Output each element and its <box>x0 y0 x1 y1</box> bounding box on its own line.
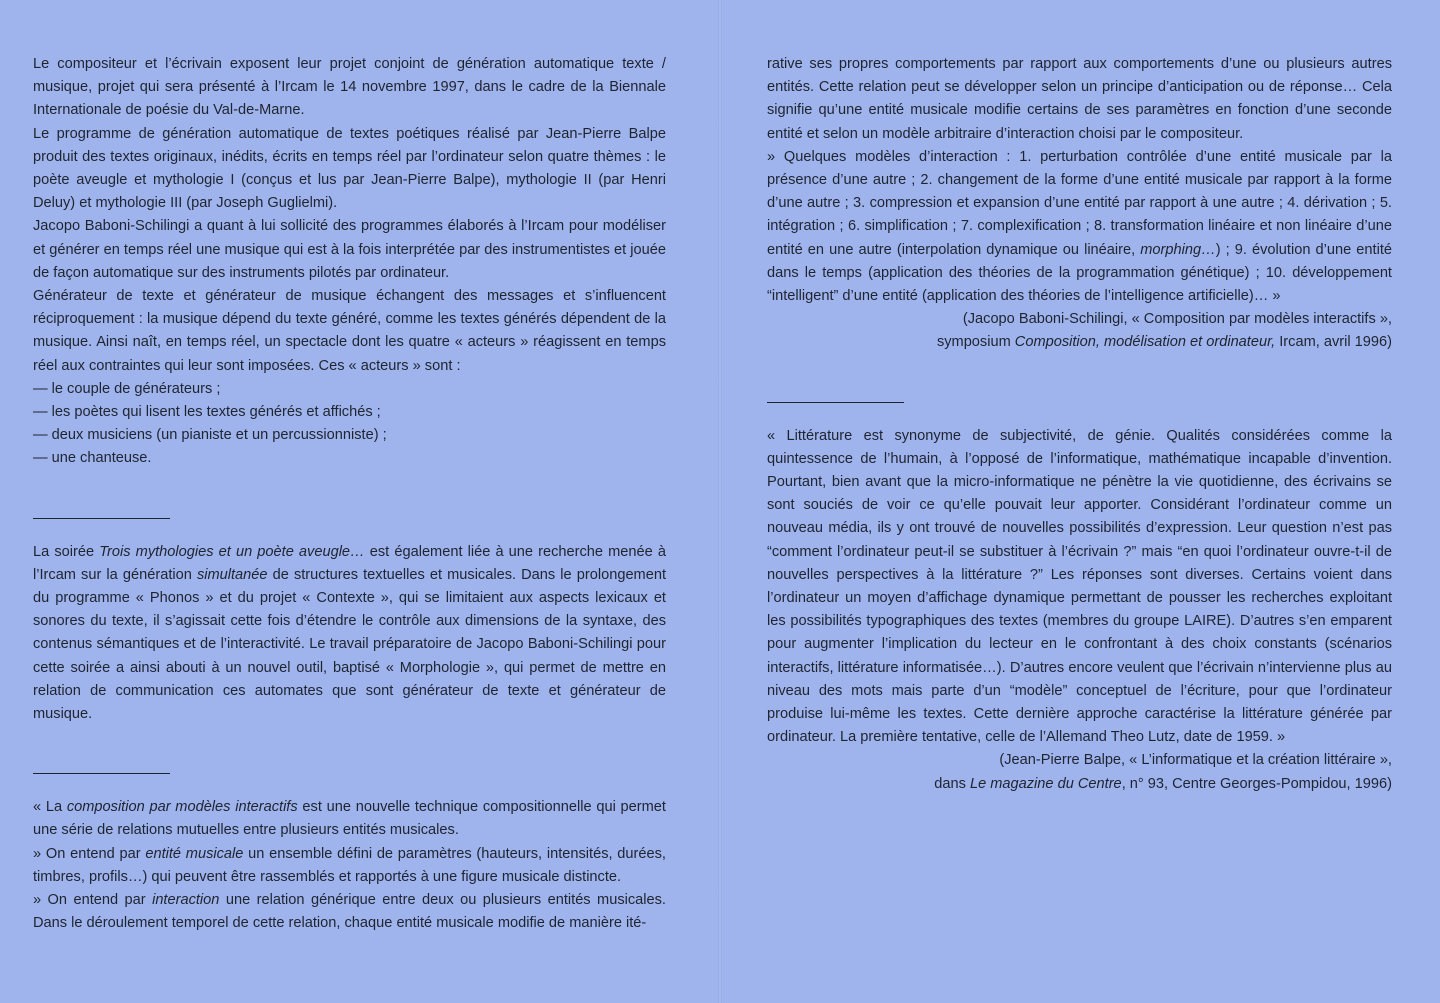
quote-emphasis: morphing… <box>1140 241 1216 258</box>
quote-paragraph <box>767 146 1392 308</box>
quote-text: un ensemble défini de paramètres (hauteurs, intensités, durées, timbres, profils…) qui peuvent être rassemblés et rapportés à une figure musicale distincte. <box>33 845 666 885</box>
quote-text: » On entend par <box>33 892 153 909</box>
soiree-text: est également liée à une recherche menée à l’Ircam sur la génération <box>33 543 667 583</box>
quote-paragraph: rative ses propres comportements par rapport aux comportements d’une ou plusieurs autres entités. Cette relation peut se développer selon un principe d’anticipation ou de réponse… Cela signifie qu’une entité musicale modifie certains de ses paramètres en fonction d’une seconde entité et selon un modèle arbitraire d’interaction choisi par le compositeur. <box>767 56 1392 142</box>
actor-list-item: — une chanteuse. <box>33 450 152 467</box>
quote-citation: (Jean-Pierre Balpe, « L’informatique et la création littéraire », <box>999 752 1392 769</box>
citation-title: Le magazine du Centre <box>969 775 1122 792</box>
quote-emphasis: interaction <box>152 892 220 909</box>
quote-text: une relation générique entre deux ou plusieurs entités musicales. Dans le déroulement temporel de cette relation, chaque entité musicale modifie de manière ité- <box>33 892 666 932</box>
quote-text: est une nouvelle technique compositionnelle qui permet une série de relations mutuelles entre plusieurs entités musicales. <box>33 799 666 839</box>
intro-paragraph: Jacopo Baboni-Schilingi a quant à lui sollicité des programmes élaborés à l’Ircam pour modéliser et générer en temps réel une musique qui est à la fois interprétée par des instrumentistes et jouée de façon automatique sur des instruments pilotés par ordinateur. <box>33 218 666 281</box>
quote-citation <box>767 331 1392 354</box>
quote-text: ) ; 9. évolution d’une entité dans le temps (application des théories de la programmation génétique) ; 10. développement “intelligent” d’une entité (application des théories de l’intelligence artificielle)… » <box>767 241 1392 305</box>
section-divider <box>33 518 170 519</box>
intro-paragraph: Le programme de génération automatique de textes poétiques réalisé par Jean-Pierre Balpe produit des textes originaux, inédits, écrits en temps réel par l’ordinateur selon quatre thèmes : le poète aveugle et mythologie I (conçus et lus par Jean-Pierre Balpe), mythologie II (par Henri Deluy) et mythologie III (par Joseph Guglielmi). <box>33 125 666 212</box>
intro-paragraph: Le compositeur et l’écrivain exposent leur projet conjoint de génération automatique texte / musique, projet qui sera présenté à l’Ircam le 14 novembre 1997, dans le cadre de la Biennale Internationale de poésie du Val-de-Marne. <box>33 56 666 119</box>
soiree-emphasis: simultanée <box>196 566 268 583</box>
left-column <box>33 53 666 936</box>
soiree-paragraph <box>33 541 666 727</box>
quote-emphasis: composition par modèles interactifs <box>66 799 298 816</box>
quote-text: » On entend par <box>33 845 146 862</box>
citation-text: , n° 93, Centre Georges-Pompidou, 1996) <box>1121 775 1392 792</box>
section-divider <box>33 773 170 774</box>
actor-list-item: — deux musiciens (un pianiste et un percussionniste) ; <box>33 427 387 444</box>
quote-paragraph <box>33 889 666 935</box>
quote-paragraph <box>33 843 666 889</box>
quote-citation <box>767 773 1392 796</box>
soiree-text: La soirée <box>33 543 100 560</box>
intro-paragraph: Générateur de texte et générateur de musique échangent des messages et s’influencent réciproquement : la musique dépend du texte généré, comme les textes générés dépendent de la musique. Ainsi naît, en temps réel, un spectacle dont les quatre « acteurs » réagissent en temps réel aux contraintes qui leur sont imposées. Ces « acteurs » sont : <box>33 288 666 374</box>
quote-paragraph: « Littérature est synonyme de subjectivité, de génie. Qualités considérées comme la quintessence de l’humain, à l’opposé de l’informatique, mathématique incapable d’invention. Pourtant, bien avant que la micro-informatique ne pénètre la vie quotidienne, des écrivains se sont souciés de voir ce qu’elle pouvait leur apporter. Considérant l’ordinateur comme un nouveau média, ils y ont trouvé de nouvelles possibilités d’expression. Leur question n’est pas “comment l’ordinateur peut-il se substituer à l’écrivain ?” mais “en quoi l’ordinateur ouvre-t-il de nouvelles perspectives à la littérature ?” Les réponses sont diverses. Certains voient dans l’ordinateur un moyen d’affichage dynamique permettant de pousser les recherches exploitant les possibilités typographiques des textes (membres du groupe LAIRE). D’autres s’en emparent pour augmenter l’implication du lecteur en le confrontant à des choix constants (scénarios interactifs, littérature informatisée…). D’autres encore veulent que l’écrivain n’intervienne plus au niveau des mots mais parte d’un “modèle” conceptuel de l’écriture, pour que l’ordinateur produise lui-même les textes. Cette dernière approche caractérise la littérature générée par ordinateur. La première tentative, celle de l’Allemand Theo Lutz, date de 1959. » <box>767 427 1392 746</box>
citation-text: Ircam, avril 1996) <box>1275 334 1392 351</box>
section-divider <box>767 402 904 403</box>
quote-text: « La <box>33 799 67 816</box>
quote-citation: (Jacopo Baboni-Schilingi, « Composition par modèles interactifs », <box>962 311 1392 328</box>
soiree-title: Trois mythologies et un poète aveugle… <box>99 543 365 560</box>
page-fold <box>718 0 722 1003</box>
citation-text: dans <box>934 775 970 792</box>
actor-list-item: — le couple de générateurs ; <box>33 380 221 397</box>
citation-title: Composition, modélisation et ordinateur, <box>1014 334 1276 351</box>
citation-text: symposium <box>936 334 1015 351</box>
quote-text: » Quelques modèles d’interaction : 1. perturbation contrôlée d’une entité musicale par la présence d’une autre ; 2. changement de la forme d’une entité musicale par rapport à la forme d’une autre ; 3. compression et expansion d’une entité par rapport à une autre ; 4. dérivation ; 5. intégration ; 6. simplification ; 7. complexification ; 8. transformation linéaire et non linéaire d’une entité en une autre (interpolation dynamique ou linéaire, <box>767 148 1392 258</box>
actor-list-item: — les poètes qui lisent les textes générés et affichés ; <box>33 404 381 421</box>
quote-paragraph <box>33 796 666 842</box>
soiree-text: de structures textuelles et musicales. Dans le prolongement du programme « Phonos » et du projet « Contexte », qui se limitaient aux aspects lexicaux et sonores du texte, il s’agissait cette fois d’étendre le contrôle aux dimensions de la syntaxe, des contenus sémantiques et de l’interactivité. Le travail préparatoire de Jacopo Baboni-Schilingi pour cette soirée a ainsi abouti à un nouvel outil, baptisé « Morphologie », qui permet de mettre en relation de communication ces automates que sont générateur de texte et générateur de musique. <box>33 566 667 723</box>
quote-emphasis: entité musicale <box>145 845 244 862</box>
right-column <box>767 53 1392 796</box>
